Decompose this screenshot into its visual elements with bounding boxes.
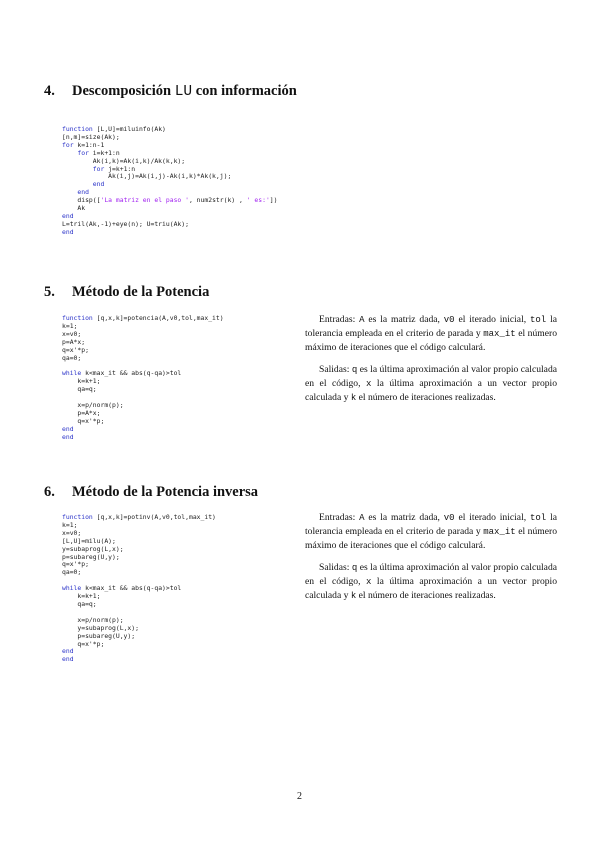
text: es la última aproximación al valor propio calculada en el código, bbox=[305, 364, 557, 389]
code-block-potinv bbox=[62, 514, 216, 664]
outputs-paragraph bbox=[305, 561, 557, 603]
code-keyword: end bbox=[62, 655, 74, 664]
code-line: q=x'*p; bbox=[62, 560, 89, 569]
code-keyword: for bbox=[62, 140, 74, 149]
code-line: k=k+1; bbox=[62, 592, 101, 601]
code-block-potencia bbox=[62, 315, 224, 442]
text: el iterado inicial, bbox=[454, 512, 530, 523]
code-line: k<max_it && abs(q-qa)>tol bbox=[81, 584, 182, 593]
code-term: k bbox=[350, 591, 357, 601]
code-keyword: end bbox=[62, 647, 74, 656]
code-line: [q,x,k]=potinv(A,v0,tol,max_it) bbox=[92, 513, 216, 521]
section-title: Método de la Potencia inversa bbox=[72, 484, 259, 500]
code-line: L=tril(Ak,-1)+eye(n); U=triu(Ak); bbox=[62, 219, 189, 228]
code-line: x=p/norm(p); bbox=[62, 400, 124, 409]
description-potinv bbox=[305, 511, 557, 612]
code-line: q=x'*p; bbox=[62, 345, 89, 354]
text: es la matriz dada, bbox=[364, 314, 444, 325]
code-line: ]) bbox=[269, 196, 278, 205]
inputs-paragraph bbox=[305, 313, 557, 354]
code-line: k=k+1; bbox=[62, 377, 101, 386]
code-line: i=k+1:n bbox=[88, 148, 120, 157]
section-title-code: LU bbox=[174, 84, 193, 100]
code-term: tol bbox=[530, 315, 547, 325]
code-term: tol bbox=[530, 513, 547, 523]
code-keyword: end bbox=[62, 180, 105, 189]
code-line: k=1; bbox=[62, 321, 78, 330]
description-potencia bbox=[305, 313, 557, 414]
code-term: A bbox=[359, 315, 365, 325]
section-4-heading bbox=[44, 83, 297, 100]
code-line: Ak(i,k)=Ak(i,k)/Ak(k,k); bbox=[62, 156, 186, 165]
code-line: p=subareg(U,y); bbox=[62, 552, 120, 561]
code-term: q bbox=[351, 365, 358, 375]
code-line: [L,U]=miluinfo(Ak) bbox=[92, 125, 166, 133]
page-number: 2 bbox=[297, 791, 302, 802]
text: Salidas: bbox=[319, 364, 352, 375]
code-keyword: end bbox=[62, 227, 74, 236]
code-term: max_it bbox=[483, 527, 516, 537]
text: Entradas: bbox=[319, 512, 360, 523]
code-line: y=subaprog(L,x); bbox=[62, 623, 139, 632]
code-keyword: end bbox=[62, 432, 74, 441]
code-line: j=k+1:n bbox=[104, 164, 136, 173]
text: la tolerancia empleada en el criterio de parada y bbox=[305, 512, 557, 537]
code-keyword: end bbox=[62, 211, 74, 220]
code-keyword: for bbox=[62, 148, 89, 157]
section-number: 5. bbox=[44, 284, 55, 300]
code-line: [n,m]=size(Ak); bbox=[62, 132, 120, 141]
code-line: qa=q; bbox=[62, 599, 97, 608]
inputs-paragraph bbox=[305, 511, 557, 552]
code-line: k<max_it && abs(q-qa)>tol bbox=[81, 369, 182, 378]
code-keyword: function bbox=[62, 125, 93, 133]
text: el número máximo de iteraciones que el código calculará. bbox=[305, 526, 557, 551]
code-line: disp([ bbox=[62, 196, 101, 205]
text: Salidas: bbox=[319, 562, 352, 573]
code-line: q=x'*p; bbox=[62, 416, 105, 425]
text: la tolerancia empleada en el criterio de parada y bbox=[305, 314, 557, 339]
code-line: k=1; bbox=[62, 520, 78, 529]
code-term: x bbox=[366, 379, 372, 389]
code-term: A bbox=[359, 513, 365, 523]
code-line: y=subaprog(L,x); bbox=[62, 544, 124, 553]
code-keyword: while bbox=[62, 584, 82, 593]
code-line: x=p/norm(p); bbox=[62, 615, 124, 624]
text: el iterado inicial, bbox=[454, 314, 530, 325]
code-line: qa=0; bbox=[62, 568, 82, 577]
code-line: Ak bbox=[62, 204, 86, 213]
code-line: x=v0; bbox=[62, 329, 82, 338]
section-6-heading bbox=[44, 484, 258, 501]
code-line: Ak(i,j)=Ak(i,j)-Ak(i,k)*Ak(k,j); bbox=[62, 172, 232, 181]
section-number: 4. bbox=[44, 83, 55, 99]
section-5-heading bbox=[44, 284, 209, 301]
code-line: [L,U]=milu(A); bbox=[62, 536, 116, 545]
code-term: q bbox=[351, 563, 358, 573]
code-line: x=v0; bbox=[62, 528, 82, 537]
code-term: k bbox=[350, 393, 357, 403]
code-keyword: end bbox=[62, 188, 89, 197]
code-line: , num2str(k) , bbox=[188, 196, 247, 205]
text: Entradas: bbox=[319, 314, 360, 325]
code-keyword: while bbox=[62, 369, 82, 378]
code-term: v0 bbox=[443, 315, 455, 325]
outputs-paragraph bbox=[305, 363, 557, 405]
text: el número máximo de iteraciones que el código calculará. bbox=[305, 328, 557, 353]
section-number: 6. bbox=[44, 484, 55, 500]
code-line: [q,x,k]=potencia(A,v0,tol,max_it) bbox=[92, 314, 224, 322]
text: es la matriz dada, bbox=[364, 512, 444, 523]
text: el número de iteraciones realizadas. bbox=[356, 590, 496, 601]
text: es la última aproximación al valor propio calculada en el código, bbox=[305, 562, 557, 587]
code-keyword: for bbox=[62, 164, 105, 173]
section-title: Método de la Potencia bbox=[72, 284, 210, 300]
code-line: q=x'*p; bbox=[62, 639, 105, 648]
code-line: k=1:n-1 bbox=[73, 140, 105, 149]
code-keyword: function bbox=[62, 314, 93, 322]
code-string: ' es:' bbox=[246, 196, 270, 205]
section-title-part: con información bbox=[192, 83, 297, 99]
section-title-part: Descomposición bbox=[72, 83, 175, 99]
code-string: 'La matriz en el paso ' bbox=[100, 196, 189, 205]
code-keyword: function bbox=[62, 513, 93, 521]
code-block-miluinfo bbox=[62, 126, 278, 237]
code-line: qa=q; bbox=[62, 385, 97, 394]
text: el número de iteraciones realizadas. bbox=[356, 392, 496, 403]
code-line: p=A*x; bbox=[62, 408, 101, 417]
code-term: max_it bbox=[483, 329, 516, 339]
code-keyword: end bbox=[62, 424, 74, 433]
text: la última aproximación a un vector propio calculada y bbox=[305, 378, 558, 403]
code-term: x bbox=[366, 577, 372, 587]
code-line: p=A*x; bbox=[62, 337, 86, 346]
text: la última aproximación a un vector propio calculada y bbox=[305, 576, 558, 601]
code-line: p=subareg(U,y); bbox=[62, 631, 136, 640]
code-term: v0 bbox=[443, 513, 455, 523]
code-line: qa=0; bbox=[62, 353, 82, 362]
